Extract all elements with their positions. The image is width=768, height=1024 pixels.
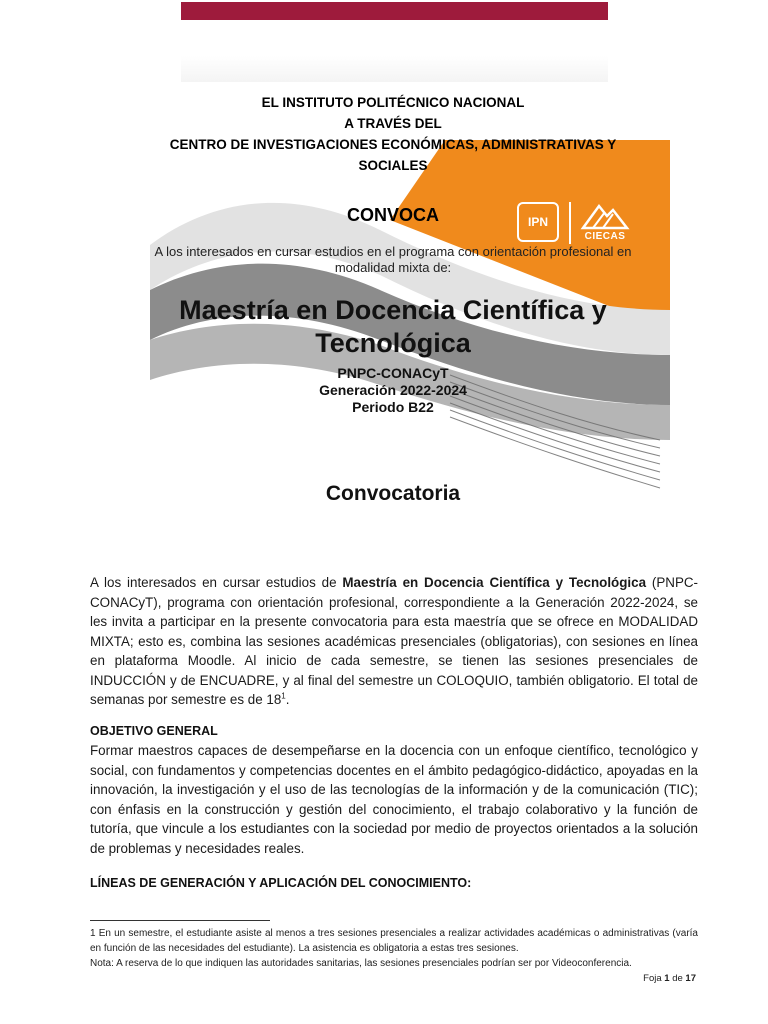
top-color-bar bbox=[181, 2, 608, 20]
intro-paragraph bbox=[90, 573, 698, 710]
institution-heading bbox=[150, 92, 636, 176]
footnote-note: Nota: A reserva de lo que indiquen las autoridades sanitarias, las sesiones presenciales podrían ser por Videoconferencia. bbox=[90, 958, 632, 969]
page-total: 17 bbox=[685, 973, 696, 984]
convoca-heading: CONVOCA bbox=[346, 205, 439, 225]
lines-title: LÍNEAS DE GENERACIÓN Y APLICACIÓN DEL CONOCIMIENTO: bbox=[90, 876, 472, 890]
ipn-logo: IPN bbox=[517, 202, 559, 242]
footnote-reference: 1 bbox=[281, 691, 286, 701]
program-meta-period: Periodo B22 bbox=[352, 399, 434, 415]
objective-title: OBJETIVO GENERAL bbox=[90, 724, 218, 738]
intro-paragraph-end: . bbox=[285, 692, 290, 707]
program-title: Maestría en Docencia Científica y Tecnológica bbox=[179, 295, 607, 358]
objective-paragraph: Formar maestros capaces de desempeñarse en la docencia con un enfoque científico, tecnológico y social, con fundamentos y competencias docentes en el ámbito pedagógico-didáctico, apoyadas en la innovación, la investigación y el uso de las tecnologías de la información y de la comunicación (TIC); con énfasis en la construcción y gestión del conocimiento, el trabajo colaborativo y la función de tutoría, que vincule a los estudiantes con la sociedad por medio de proyectos orientados a la solución de problemas y necesidades reales. bbox=[90, 743, 698, 856]
ciecas-logo-text: CIECAS bbox=[584, 231, 626, 242]
program-meta-pnpc: PNPC-CONACyT bbox=[337, 365, 449, 381]
page-separator: de bbox=[669, 973, 686, 984]
institution-logos bbox=[517, 200, 637, 246]
page-number bbox=[560, 973, 696, 984]
institution-line-3: CENTRO DE INVESTIGACIONES ECONÓMICAS, ADMINISTRATIVAS Y SOCIALES bbox=[169, 137, 617, 173]
footnote-divider bbox=[90, 920, 270, 921]
logo-divider bbox=[569, 202, 571, 244]
intro-text: A los interesados en cursar estudios en el programa con orientación profesional en modalidad mixta de: bbox=[154, 244, 632, 275]
program-meta bbox=[243, 365, 543, 416]
footnote-1: 1 En un semestre, el estudiante asiste al menos a tres sesiones presenciales a realizar actividades académicas o administrativas (varía en función de las necesidades del estudiante). La asistencia es obligatoria a estas tres sesiones. bbox=[90, 928, 698, 954]
header-shade bbox=[181, 56, 608, 82]
program-name-bold: Maestría en Docencia Científica y Tecnológica bbox=[342, 575, 647, 590]
intro-paragraph-rest: (PNPC-CONACyT), programa con orientación profesional, correspondiente a la Generación 2022-2024, se les invita a participar en la presente convocatoria para esta maestría que se ofrece en MODALIDAD MIXTA; esto es, combina las sesiones académicas presenciales (obligatorias), con sesiones en línea en plataforma Moodle. Al inicio de cada semestre, se tienen las sesiones presenciales de INDUCCIÓN y de ENCUADRE, y al final del semestre un COLOQUIO, también obligatorio. El total de semanas por semestre es de 18 bbox=[90, 575, 699, 707]
ciecas-logo-mark bbox=[579, 202, 631, 230]
convocatoria-heading: Convocatoria bbox=[325, 482, 461, 505]
page-current: 1 bbox=[664, 973, 670, 984]
footnotes bbox=[90, 926, 698, 971]
institution-line-2: A TRAVÉS DEL bbox=[344, 116, 442, 131]
page-prefix: Foja bbox=[643, 973, 665, 984]
program-meta-generation: Generación 2022-2024 bbox=[319, 382, 467, 398]
intro-paragraph-start: A los interesados en cursar estudios de bbox=[90, 575, 343, 590]
institution-line-1: EL INSTITUTO POLITÉCNICO NACIONAL bbox=[261, 95, 525, 110]
